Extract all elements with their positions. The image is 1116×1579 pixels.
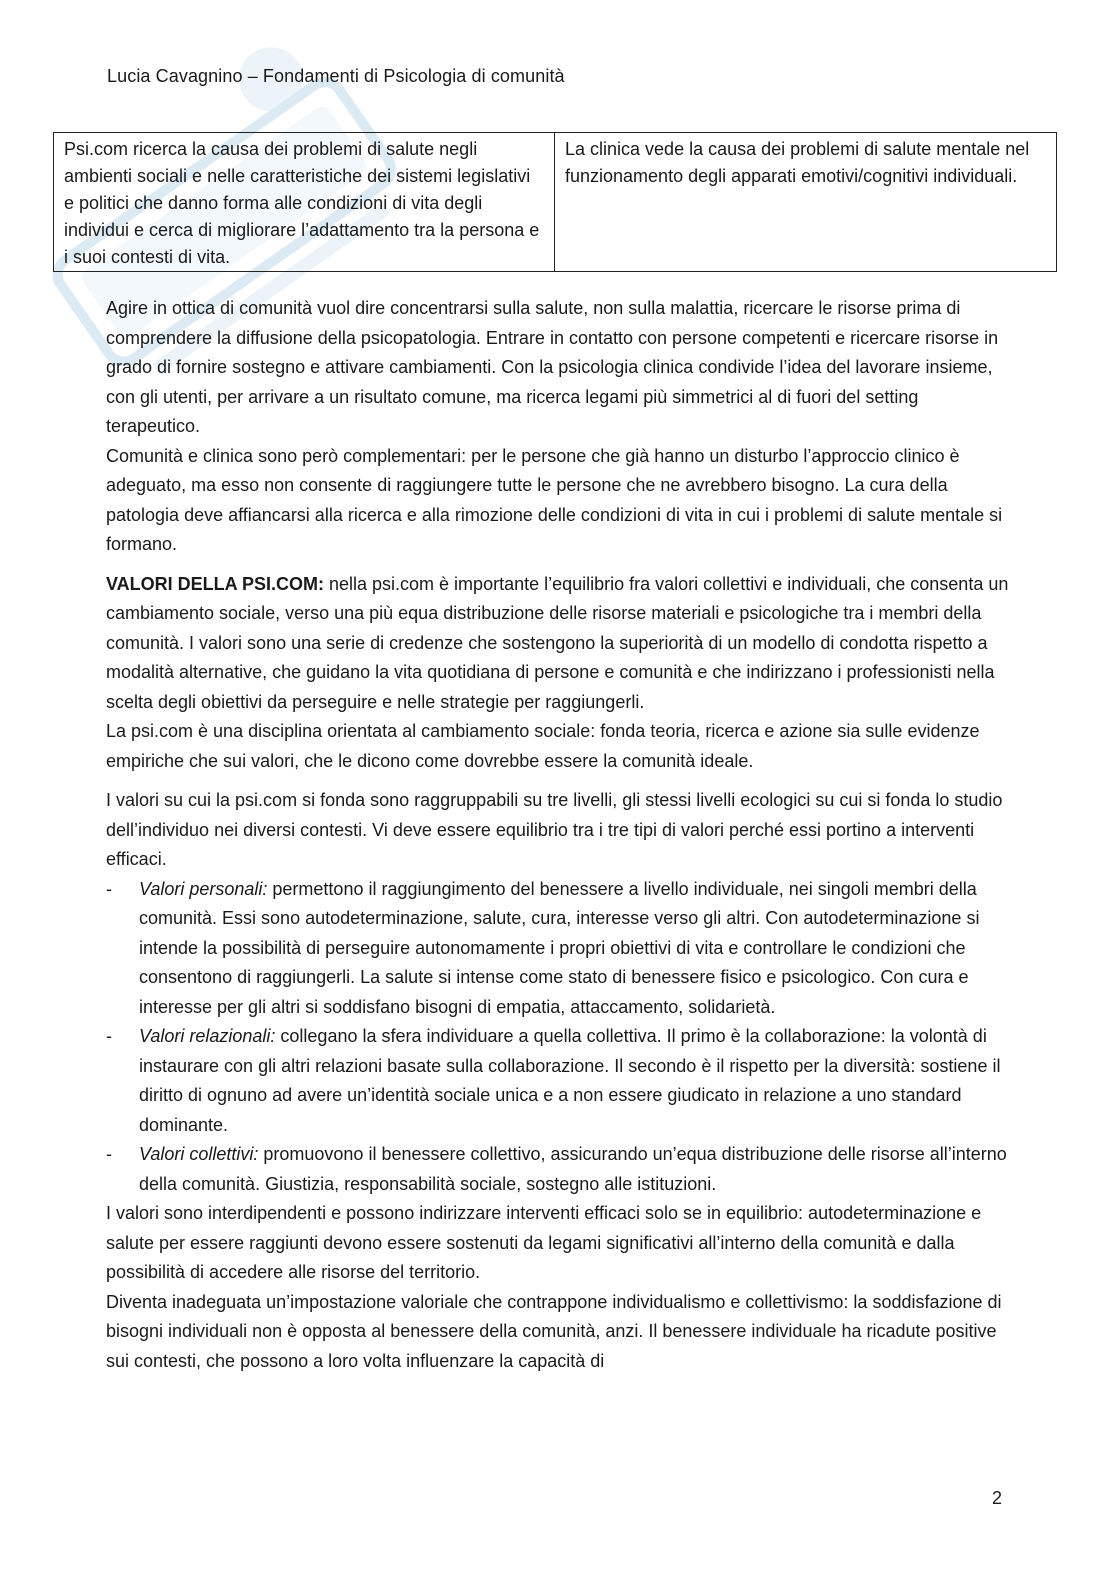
paragraph: Diventa inadeguata un’impostazione valoriale che contrappone individualismo e collettivismo: la soddisfazione di bisogni individuali non è opposta al benessere della comunità, anzi. Il benessere individuale ha ricadute positive sui contesti, che possono a loro volta influenzare la capacità di [106, 1291, 1002, 1371]
bullet-text: permettono il raggiungimento del benessere a livello individuale, nei singoli membri della comunità. Essi sono autodeterminazione, salute, cura, interesse verso gli altri. Con autodeterminazione si intende la possibilità di perseguire autonomamente i propri obiettivi di vita e controllare le condizioni che consentono di raggiungerli. La salute si intense come stato di benessere fisico e psicologico. Con cura e interesse per gli altri si soddisfano bisogni di empatia, attaccamento, solidarietà. [139, 878, 980, 1017]
paragraph: Comunità e clinica sono però complementari: per le persone che già hanno un disturbo l’approccio clinico è adeguato, ma esso non consente di raggiungere tutte le persone che ne avrebbero bisogno. La cura della patologia deve affiancarsi alla ricerca e alla rimozione delle condizioni di vita in cui i problemi di salute mentale si formano. [106, 445, 1003, 554]
bullet-dash: - [106, 878, 112, 899]
paragraph: Agire in ottica di comunità vuol dire concentrarsi sulla salute, non sulla malattia, ricercare le risorse prima di comprendere la diffusione della psicopatologia. Entrare in contatto con persone competenti e ricercare risorse in grado di fornire sostegno e attivare cambiamenti. Con la psicologia clinica condivide l’idea del lavorare insieme, con gli utenti, per arrivare a un risultato comune, ma ricerca legami più simmetrici al di fuori del setting terapeutico. [106, 298, 999, 436]
paragraph-text: nella psi.com è importante l’equilibrio fra valori collettivi e individuali, che consenta un cambiamento sociale, verso una più equa distribuzione delle risorse materiali e psicologiche tra i membri della comunità. I valori sono una serie di credenze che sostengono la superiorità di un modello di condotta rispetto a modalità alternative, che guidano la vita quotidiana di persone e comunità e che indirizzano i professionisti nella scelta degli obiettivi da perseguire e nelle strategie per raggiungerli. [106, 573, 1009, 712]
bullet-term: Valori personali: [139, 878, 268, 899]
paragraph: La psi.com è una disciplina orientata al cambiamento sociale: fonda teoria, ricerca e azione sia sulle evidenze empiriche che sui valori, che le dicono come dovrebbe essere la comunità ideale. [106, 721, 980, 771]
list-item [106, 875, 1016, 1023]
paragraph: I valori su cui la psi.com si fonda sono raggruppabili su tre livelli, gli stessi livelli ecologici su cui si fonda lo studio dell’individuo nei diversi contesti. Vi deve essere equilibrio tra i tre tipi di valori perché essi portino a interventi efficaci. [106, 790, 1003, 869]
paragraph: I valori sono interdipendenti e possono indirizzare interventi efficaci solo se in equilibrio: autodeterminazione e salute per essere raggiunti devono essere sostenuti da legami significativi all’interno della comunità e dalla possibilità di accedere alle risorse del territorio. [106, 1203, 982, 1282]
document-body [106, 294, 1016, 1376]
bullet-term: Valori relazionali: [139, 1026, 276, 1046]
paragraph-values [106, 570, 1016, 718]
bullet-dash: - [106, 1026, 112, 1046]
list-item [106, 1140, 1016, 1199]
table-cell-community: Psi.com ricerca la causa dei problemi di salute negli ambienti sociali e nelle caratteristiche dei sistemi legislativi e politici che danno forma alle condizioni di vita degli individui e cerca di migliorare l’adattamento tra la persona e i suoi contesti di vita. [54, 133, 555, 272]
section-heading: VALORI DELLA PSI.COM: [106, 573, 324, 594]
bullet-text: collegano la sfera individuare a quella collettiva. Il primo è la collaborazione: la volontà di instaurare con gli altri relazioni basate sulla collaborazione. Il secondo è il rispetto per la diversità: sostiene il diritto di ognuno ad avere un’identità sociale unica e a non essere giudicato in relazione a uno standard dominante. [139, 1026, 1001, 1135]
page-number: 2 [992, 1488, 1003, 1508]
bullet-term: Valori collettivi: [139, 1144, 259, 1164]
table-cell-clinical: La clinica vede la causa dei problemi di salute mentale nel funzionamento degli apparati emotivi/cognitivi individuali. [555, 133, 1057, 272]
bullet-text: promuovono il benessere collettivo, assicurando un’equa distribuzione delle risorse all’interno della comunità. Giustizia, responsabilità sociale, sostegno alle istituzioni. [139, 1144, 1007, 1194]
list-item [106, 1022, 1016, 1140]
comparison-table [53, 132, 1057, 272]
document-header: Lucia Cavagnino – Fondamenti di Psicologia di comunità [107, 66, 565, 86]
table-row [54, 133, 1057, 272]
bullet-dash: - [106, 1144, 112, 1164]
